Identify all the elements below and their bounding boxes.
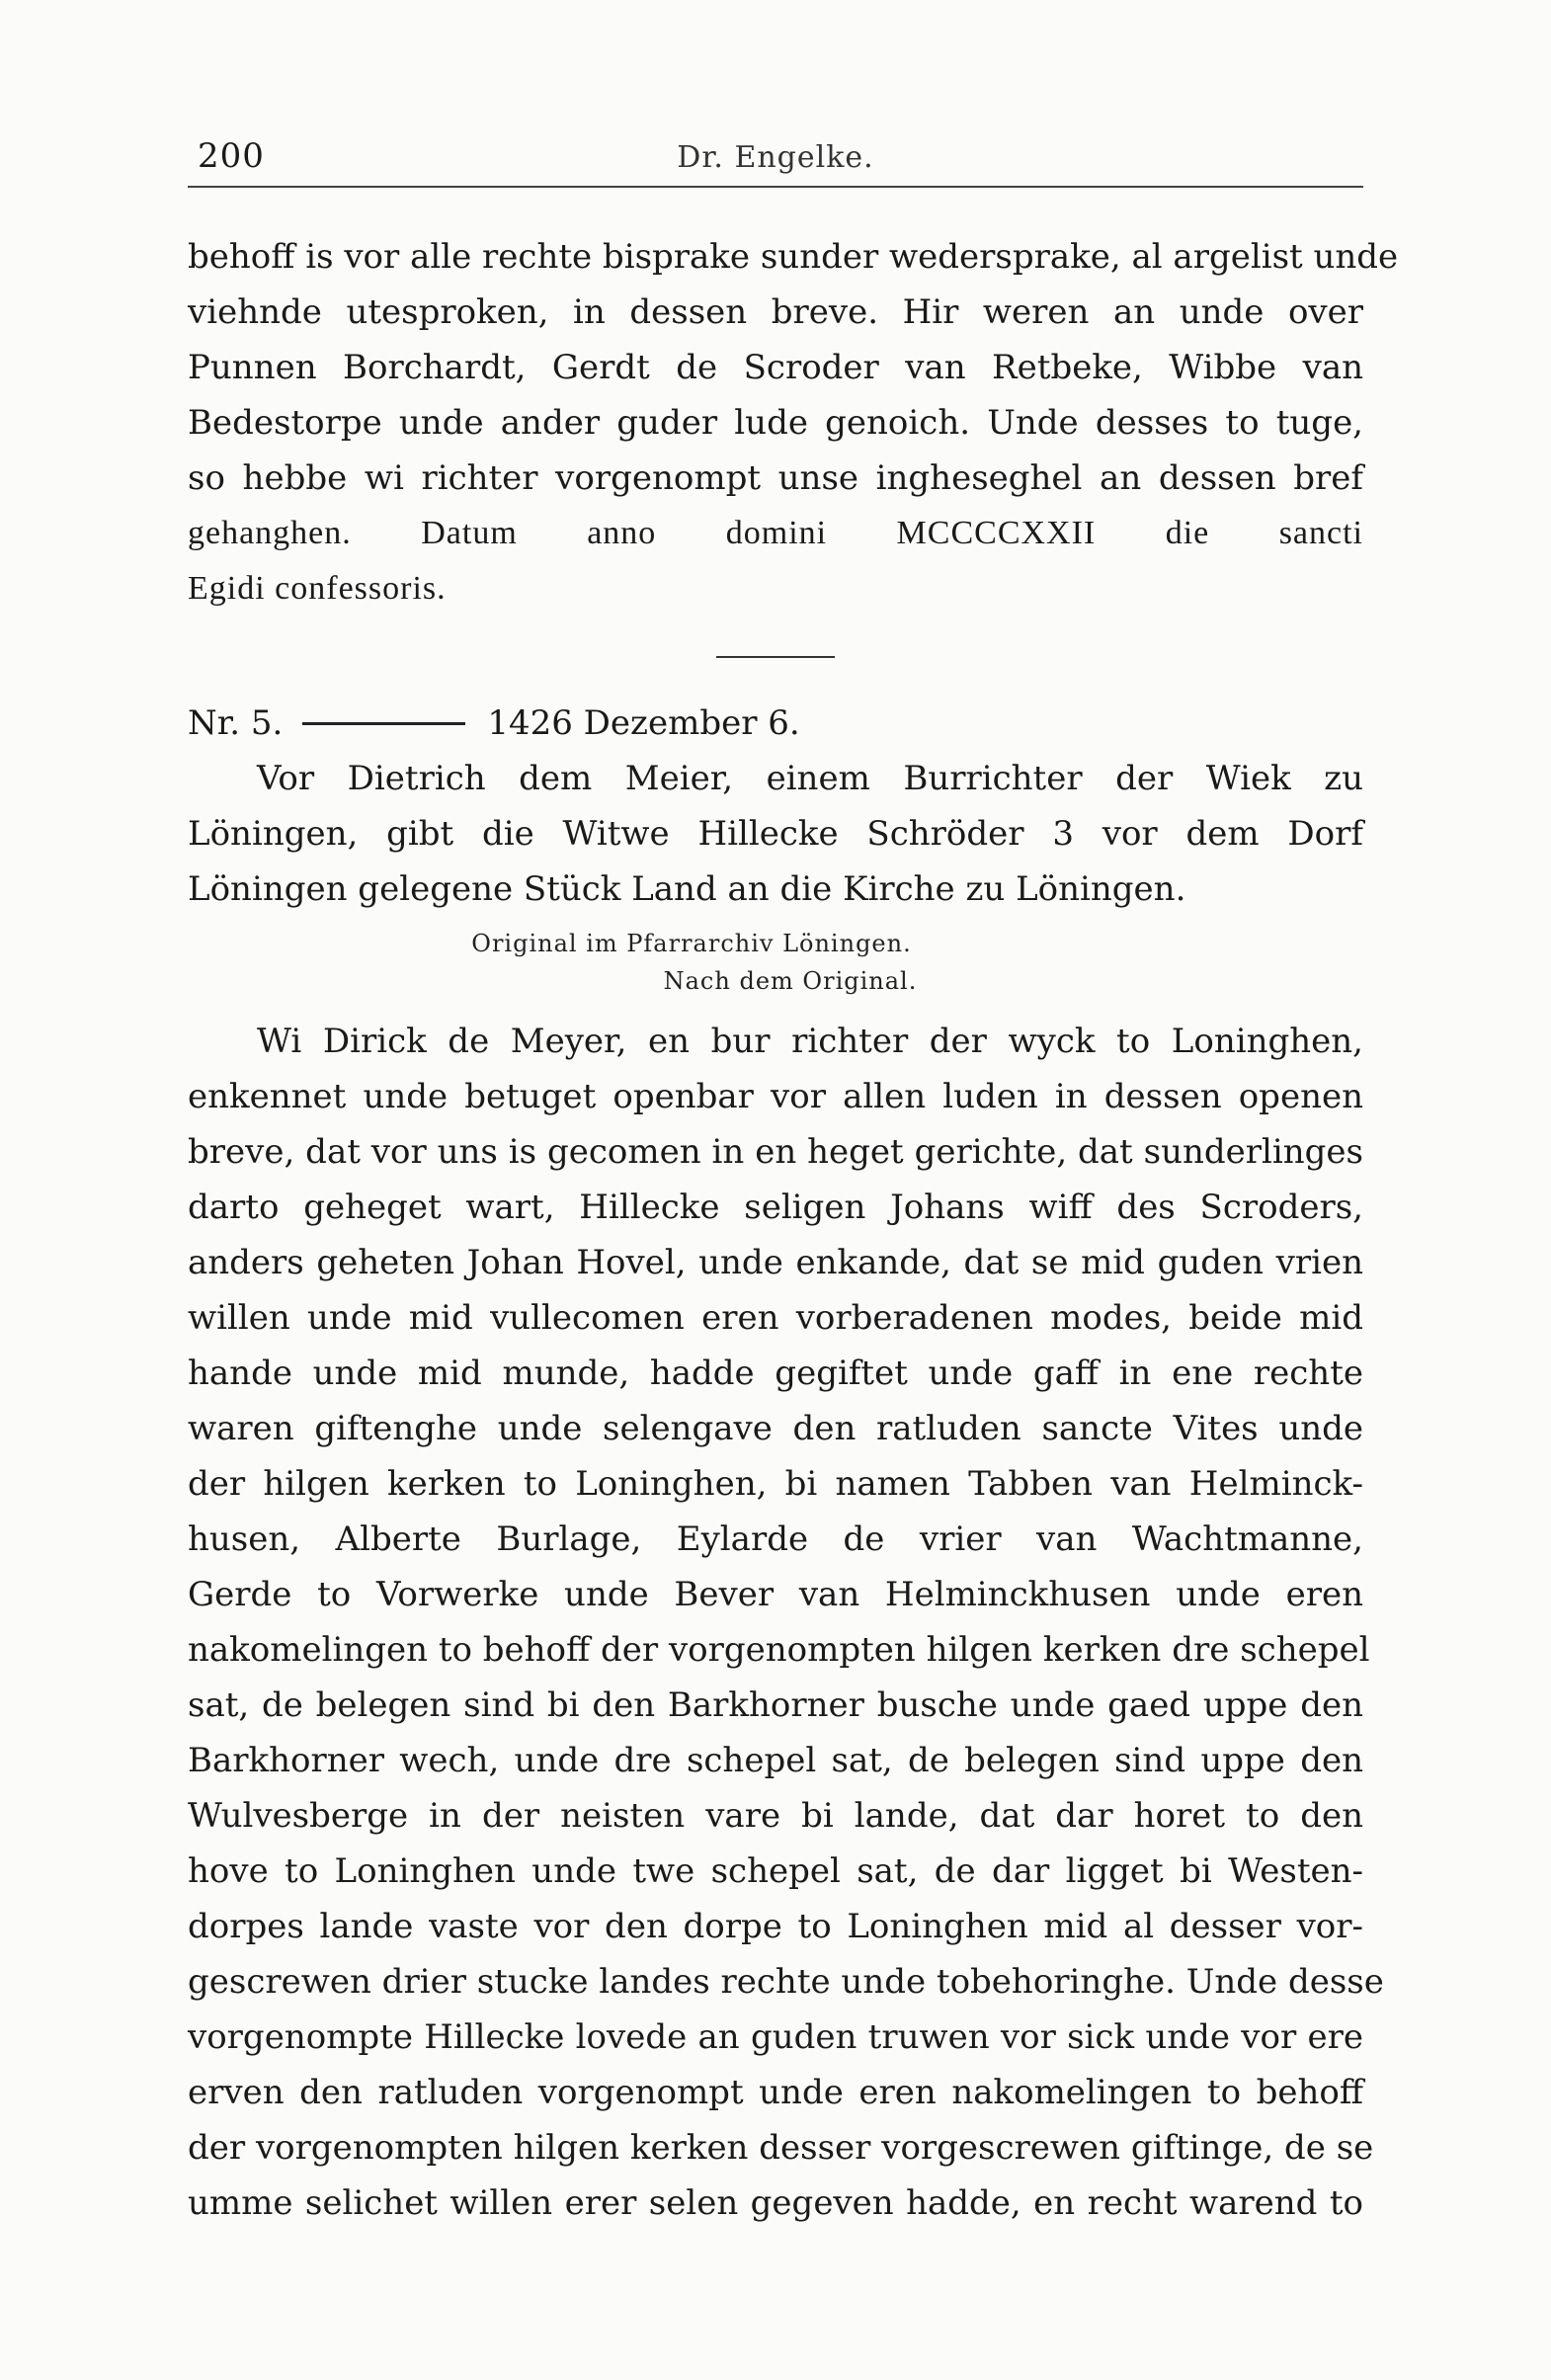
charter-text [188, 1014, 1384, 2231]
text-line: dorpes lande vaste vor den dorpe to Loninghen mid al desser vor- [188, 1907, 1363, 1946]
text-line: der hilgen kerken to Loninghen, bi namen Tabben van Helminck- [188, 1464, 1363, 1504]
text-line: hove to Loninghen unde twe schepel sat, de dar ligget bi Westen- [188, 1851, 1363, 1891]
text-line: willen unde mid vullecomen eren vorberadenen modes, beide mid [188, 1298, 1363, 1338]
running-head: Dr. Engelke. [677, 140, 874, 175]
document-heading [188, 696, 1363, 751]
source-note: Original im Pfarrarchiv Löningen. [471, 930, 912, 957]
text-line: der vorgenompten hilgen kerken desser vorgescrewen giftinge, de se [188, 2128, 1374, 2168]
document-date: 1426 Dezember 6. [487, 703, 800, 743]
text-line: Punnen Borchardt, Gerdt de Scroder van Retbeke, Wibbe van [188, 348, 1363, 387]
heading-rule [302, 722, 465, 725]
text-line: Bedestorpe unde ander guder lude genoich. Unde desses to tuge, [188, 403, 1363, 443]
document-summary [188, 751, 1363, 917]
text-line: Wi Dirick de Meyer, en bur richter der wyck to Loninghen, [257, 1022, 1363, 1061]
continued-charter-text [188, 229, 1399, 616]
text-line: waren giftenghe unde selengave den ratluden sancte Vites unde [188, 1409, 1363, 1448]
text-line: sat, de belegen sind bi den Barkhorner busche unde gaed uppe den [188, 1685, 1363, 1725]
text-line: gehanghen. Datum anno domini MCCCCXXII die sancti [188, 515, 1363, 551]
text-line: vorgenompte Hillecke lovede an guden truwen vor sick unde vor ere [188, 2017, 1363, 2057]
section-divider [716, 656, 835, 658]
text-line: breve, dat vor uns is gecomen in en heget gerichte, dat sunderlinges [188, 1132, 1363, 1172]
text-line: behoff is vor alle rechte bisprake sunder wedersprake, al argelist unde [188, 237, 1399, 277]
text-line: umme selichet willen erer selen gegeven hadde, en recht warend to [188, 2183, 1363, 2223]
page-header [188, 126, 1363, 188]
document-page [188, 126, 1399, 2231]
text-line: viehnde utesproken, in dessen breve. Hir weren an unde over [188, 292, 1363, 332]
text-line: Gerde to Vorwerke unde Bever van Helminckhusen unde eren [188, 1575, 1363, 1614]
text-line: anders geheten Johan Hovel, unde enkande, dat se mid guden vrien [188, 1243, 1363, 1282]
text-line: enkennet unde betuget openbar vor allen luden in dessen openen [188, 1077, 1363, 1116]
text-line: gescrewen drier stucke landes rechte unde tobehoringhe. Unde desse [188, 1962, 1384, 2002]
text-line: husen, Alberte Burlage, Eylarde de vrier van Wachtmanne, [188, 1519, 1363, 1559]
text-line: Wulvesberge in der neisten vare bi lande, dat dar horet to den [188, 1796, 1363, 1836]
text-line: darto geheget wart, Hillecke seligen Johans wiff des Scroders, [188, 1188, 1363, 1227]
text-line: nakomelingen to behoff der vorgenompten hilgen kerken dre schepel [188, 1630, 1370, 1670]
edition-note: Nach dem Original. [663, 967, 918, 995]
text-line: hande unde mid munde, hadde gegiftet unde gaff in ene rechte [188, 1354, 1363, 1393]
text-line: erven den ratluden vorgenompt unde eren nakomelingen to behoff [188, 2073, 1363, 2112]
text-line: Egidi confessoris. [188, 570, 447, 607]
page-number: 200 [198, 136, 265, 176]
text-line: Barkhorner wech, unde dre schepel sat, de belegen sind uppe den [188, 1741, 1363, 1780]
summary-line: Löningen, gibt die Witwe Hillecke Schröder 3 vor dem Dorf [188, 814, 1363, 854]
document-number: Nr. 5. [188, 703, 284, 743]
summary-line: Löningen gelegene Stück Land an die Kirche zu Löningen. [188, 869, 1186, 909]
text-line: so hebbe wi richter vorgenompt unse ingheseghel an dessen bref [188, 458, 1363, 498]
summary-line: Vor Dietrich dem Meier, einem Burrichter der Wiek zu [257, 759, 1363, 798]
